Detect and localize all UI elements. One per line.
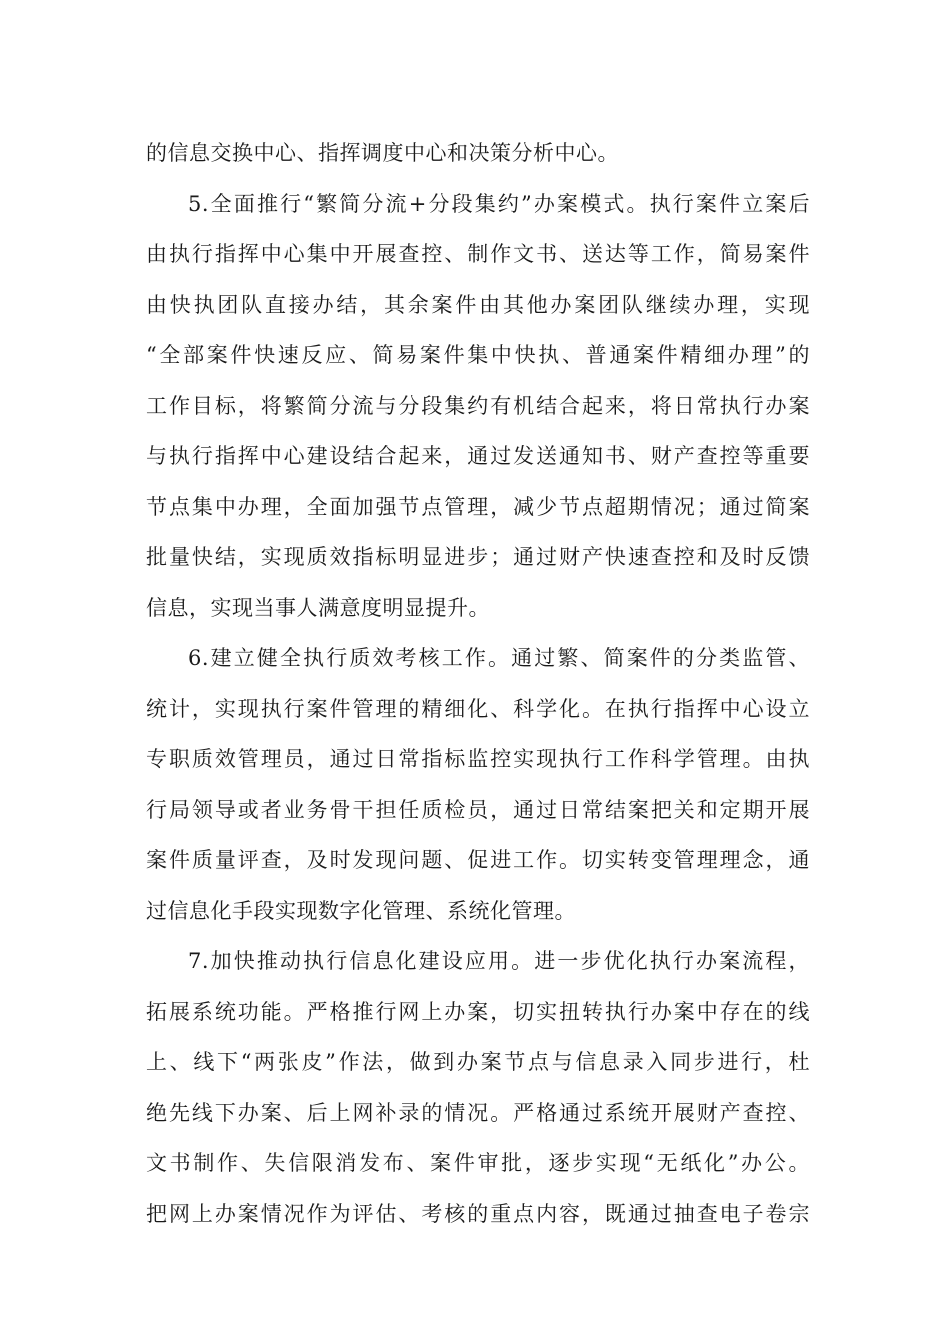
paragraph-5-line: 与执行指挥中心建设结合起来，通过发送通知书、财产查控等重要	[146, 444, 810, 468]
paragraph-7-line: 绝先线下办案、后上网补录的情况。严格通过系统开展财产查控、	[146, 1100, 810, 1125]
paragraph-6-line: 案件质量评查，及时发现问题、促进工作。切实转变管理理念，通	[146, 848, 810, 872]
paragraph-7-line: 把网上办案情况作为评估、考核的重点内容，既通过抽查电子卷宗	[146, 1201, 810, 1226]
paragraph-7-line: 文书制作、失信限消发布、案件审批，逐步实现“无纸化”办公。	[146, 1151, 810, 1175]
paragraph-5-line: 由快执团队直接办结，其余案件由其他办案团队继续办理，实现	[146, 292, 810, 317]
paragraph-5-line: 工作目标，将繁简分流与分段集约有机结合起来，将日常执行办案	[146, 393, 810, 418]
paragraph-5-line: 节点集中办理，全面加强节点管理，减少节点超期情况；通过简案	[146, 494, 810, 519]
paragraph-7-line: 上、线下“两张皮”作法，做到办案节点与信息录入同步进行，杜	[146, 1050, 810, 1074]
paragraph-7-heading-line: 7.加快推动执行信息化建设应用。进一步优化执行办案流程，	[188, 949, 810, 973]
paragraph-5-line-end: 信息，实现当事人满意度明显提升。	[146, 595, 490, 620]
paragraph-7-line: 拓展系统功能。严格推行网上办案，切实扭转执行办案中存在的线	[146, 999, 810, 1024]
paragraph-4-line-end: 的信息交换中心、指挥调度中心和决策分析中心。	[146, 141, 619, 165]
paragraph-5-line: “全部案件快速反应、简易案件集中快执、普通案件精细办理”的	[146, 343, 810, 367]
paragraph-5-line: 批量快结，实现质效指标明显进步；通过财产快速查控和及时反馈	[146, 545, 810, 569]
document-body	[146, 128, 810, 1239]
paragraph-5-line: 由执行指挥中心集中开展查控、制作文书、送达等工作，简易案件	[146, 242, 810, 266]
paragraph-6-line: 行局领导或者业务骨干担任质检员，通过日常结案把关和定期开展	[146, 797, 810, 822]
paragraph-6-heading-line: 6.建立健全执行质效考核工作。通过繁、简案件的分类监管、	[188, 646, 810, 670]
paragraph-5-heading-line: 5.全面推行“繁简分流+分段集约”办案模式。执行案件立案后	[188, 191, 810, 216]
paragraph-6-line: 专职质效管理员，通过日常指标监控实现执行工作科学管理。由执	[146, 747, 810, 771]
paragraph-6-line-end: 过信息化手段实现数字化管理、系统化管理。	[146, 898, 576, 923]
paragraph-6-line: 统计，实现执行案件管理的精细化、科学化。在执行指挥中心设立	[146, 696, 810, 721]
